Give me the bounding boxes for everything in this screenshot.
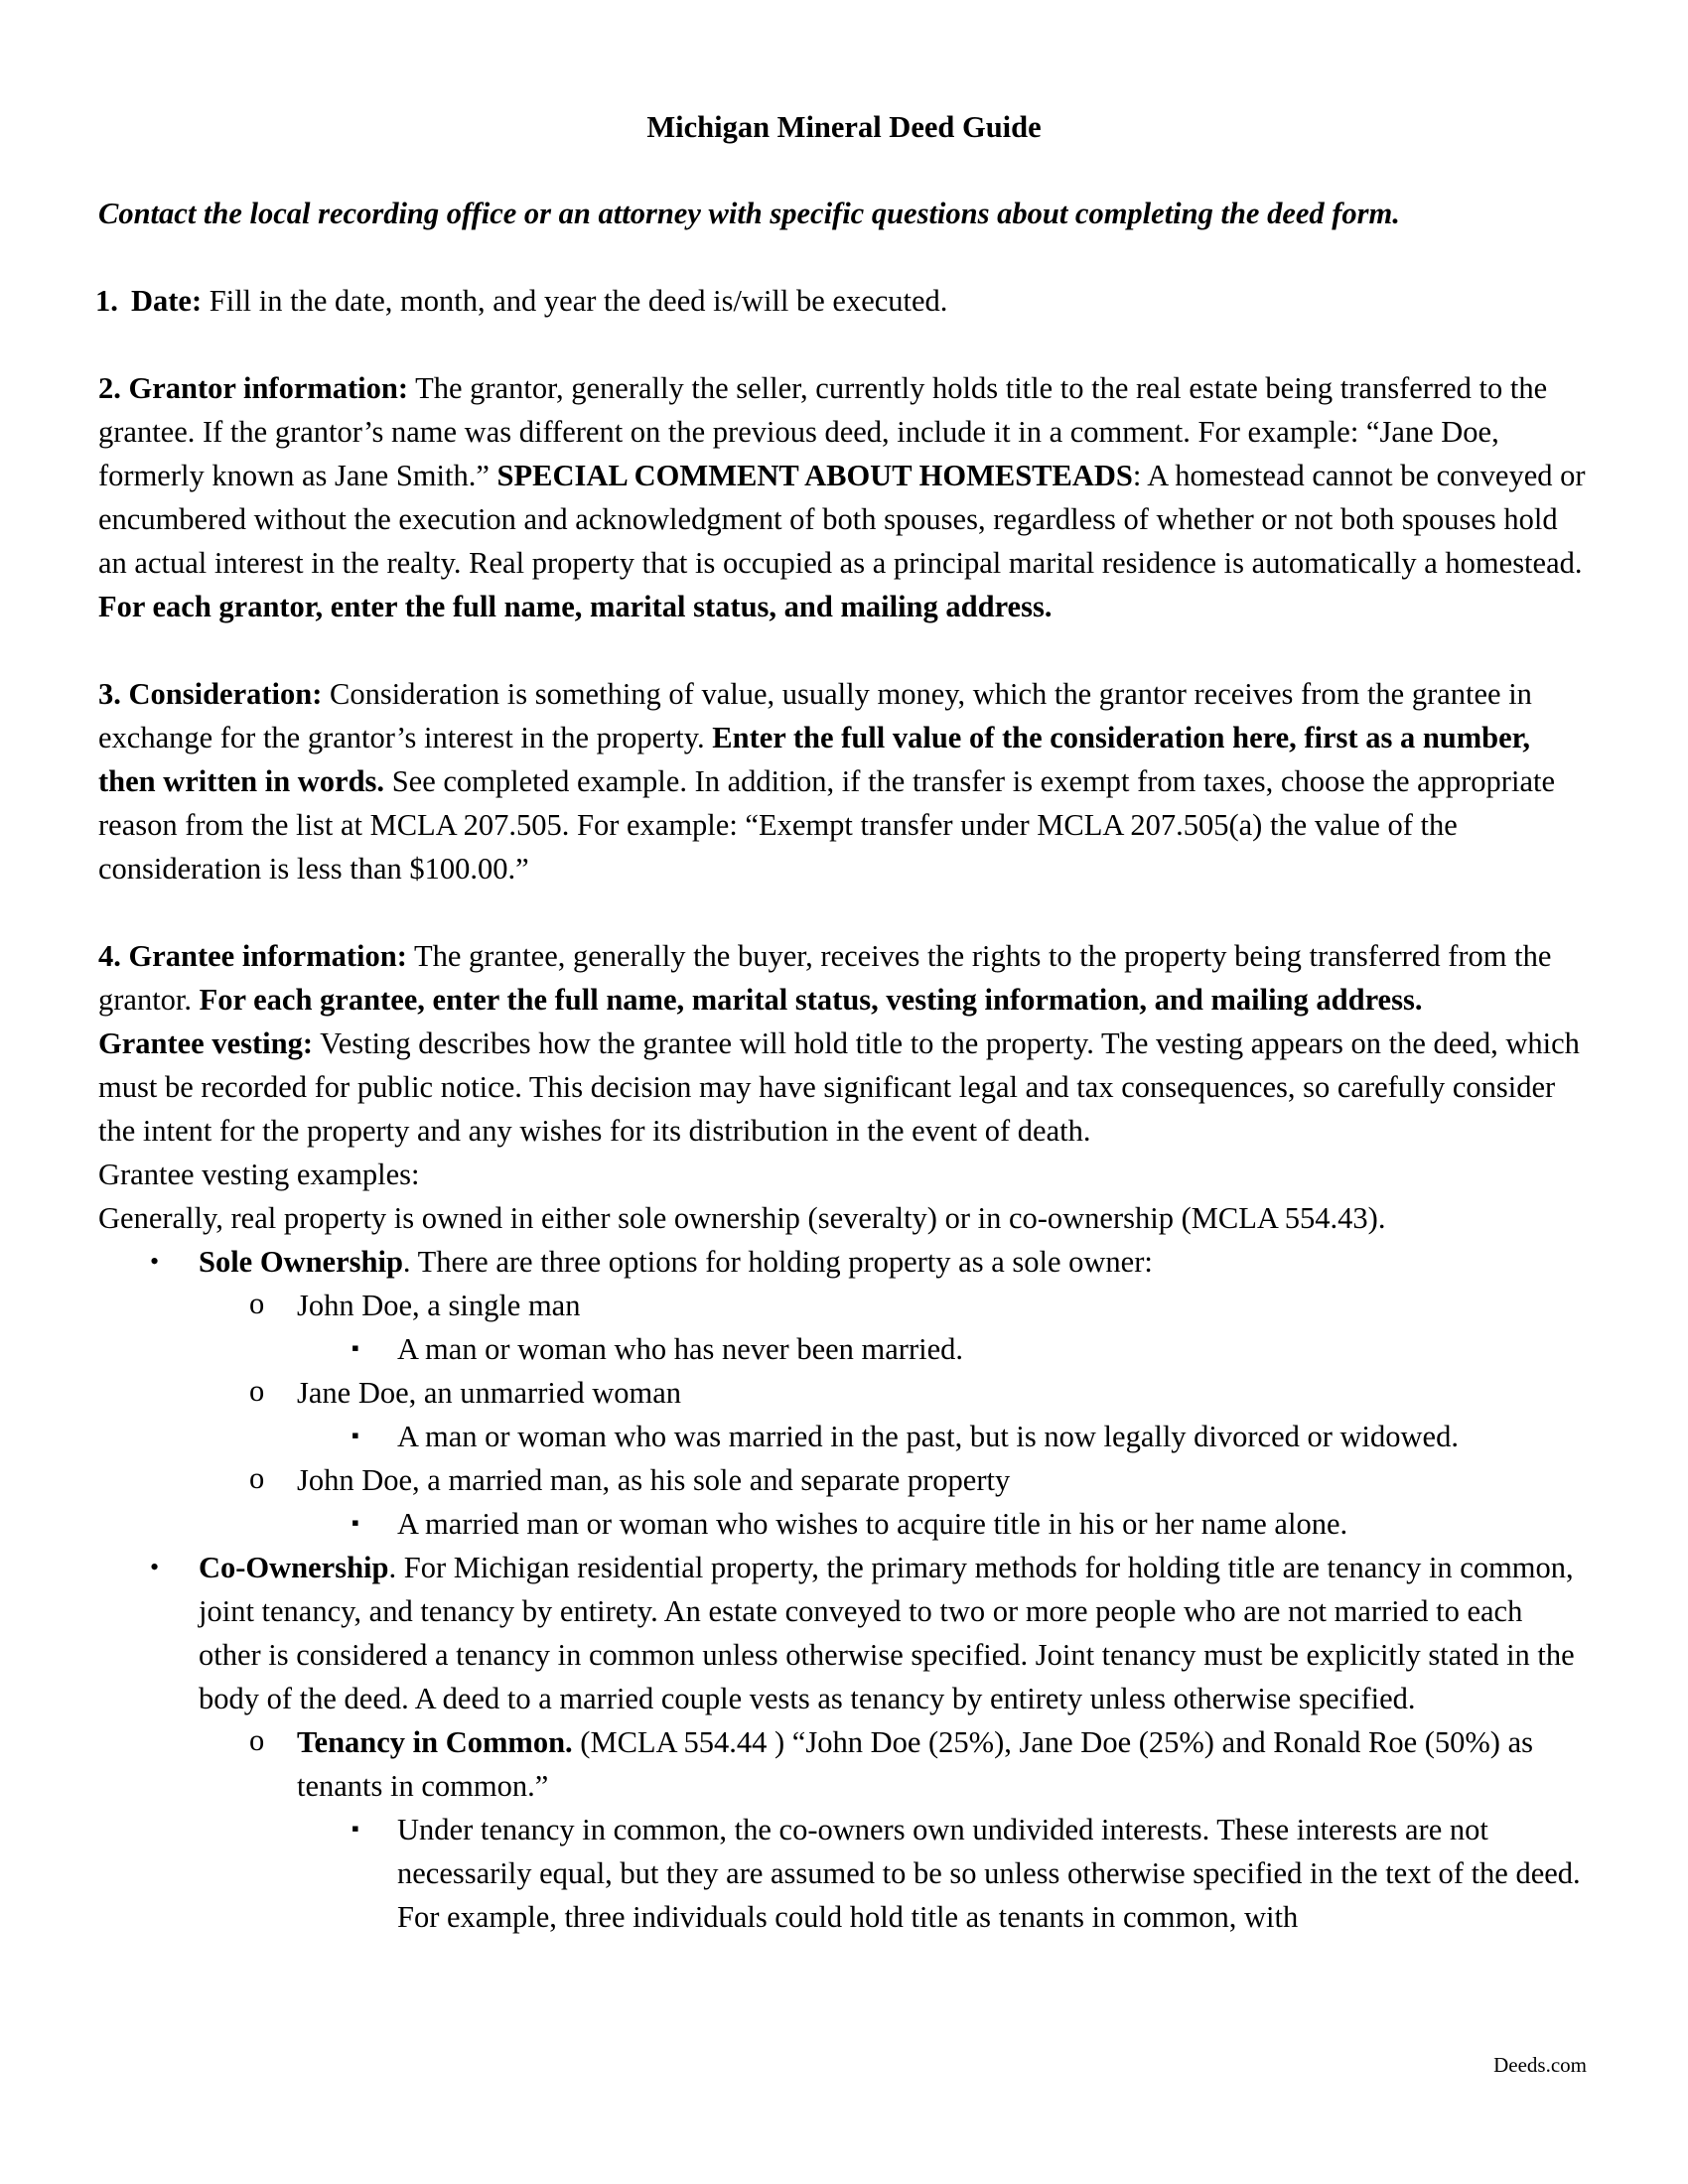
grantee-vesting-text: Vesting describes how the grantee will hold title to the property. The vesting appears on the deed, which must be recorded for public notice. This decision may have significant legal and tax consequences, so carefully consider the intent for the property and any wishes for its distribution in the event of death.: [98, 1026, 1580, 1148]
sole-option-desc: A married man or woman who wishes to acquire title in his or her name alone.: [397, 1507, 1348, 1541]
list-item: [98, 1415, 1590, 1458]
section-grantor-label: 2. Grantor information:: [98, 371, 409, 405]
homestead-comment-label: SPECIAL COMMENT ABOUT HOMESTEADS: [496, 459, 1133, 492]
list-item: [98, 1240, 1590, 1284]
section-date-number: 1.: [95, 284, 118, 318]
grantee-instruction: For each grantee, enter the full name, marital status, vesting information, and mailing address.: [199, 983, 1423, 1017]
section-grantor-text: The grantor, generally the seller, currently holds title to the real estate being transferred to the grantee. If the grantor’s name was different on the previous deed, include it in a comment. For example: “Jane Doe, formerly known as Jane Smith.”: [98, 371, 1548, 492]
section-consideration: [98, 672, 1590, 890]
section-date: [95, 279, 1590, 323]
list-item: [98, 1720, 1590, 1808]
circle-marker: o: [249, 1723, 265, 1757]
list-item: [98, 1458, 1590, 1502]
sole-ownership-text: . There are three options for holding property as a sole owner:: [402, 1245, 1153, 1279]
section-grantee: [98, 934, 1590, 1022]
page-title: Michigan Mineral Deed Guide: [646, 110, 1042, 144]
tenancy-in-common-text: (MCLA 554.44 ) “John Doe (25%), Jane Doe (25%) and Ronald Roe (50%) as tenants in common.”: [297, 1725, 1533, 1803]
section-date-label: Date:: [131, 284, 203, 318]
vesting-examples-heading: Grantee vesting examples:: [98, 1158, 420, 1191]
circle-marker: o: [249, 1374, 265, 1408]
circle-marker: o: [249, 1461, 265, 1495]
list-item: [98, 1546, 1590, 1720]
sole-ownership-label: Sole Ownership: [199, 1245, 403, 1279]
sole-option-title: John Doe, a single man: [297, 1289, 581, 1322]
section-grantee-text: The grantee, generally the buyer, receives the rights to the property being transferred from the grantor.: [98, 939, 1552, 1017]
tenancy-in-common-label: Tenancy in Common.: [297, 1725, 573, 1759]
grantor-instruction: For each grantor, enter the full name, marital status, and mailing address.: [98, 590, 1053, 623]
document-body: [95, 105, 1590, 1939]
square-marker: ▪: [352, 1423, 359, 1447]
square-marker: ▪: [352, 1335, 359, 1360]
homestead-comment-text: : A homestead cannot be conveyed or encumbered without the execution and acknowledgment of both spouses, regardless of whether or not both spouses hold an actual interest in the realty. Real property that is occupied as a principal marital residence is automatically a homestead.: [98, 459, 1586, 580]
bullet-marker: •: [150, 1553, 160, 1581]
section-consideration-label: 3. Consideration:: [98, 677, 323, 711]
sole-option-title: John Doe, a married man, as his sole and separate property: [297, 1463, 1011, 1497]
square-marker: ▪: [352, 1816, 359, 1841]
circle-marker: o: [249, 1287, 265, 1320]
bullet-marker: •: [150, 1247, 160, 1276]
consideration-instruction: Enter the full value of the consideration here, first as a number, then written in words.: [98, 721, 1531, 798]
list-item: [98, 1327, 1590, 1371]
co-ownership-label: Co-Ownership: [199, 1551, 389, 1584]
square-marker: ▪: [352, 1510, 359, 1535]
grantee-vesting: [98, 1022, 1590, 1153]
ownership-overview: Generally, real property is owned in either sole ownership (severalty) or in co-ownership (MCLA 554.43).: [98, 1201, 1386, 1235]
grantee-vesting-label: Grantee vesting:: [98, 1026, 313, 1060]
section-date-text: Fill in the date, month, and year the deed is/will be executed.: [202, 284, 948, 318]
list-item: [98, 1371, 1590, 1415]
intro-note: Contact the local recording office or an attorney with specific questions about completing the deed form.: [98, 197, 1400, 230]
ownership-list: [98, 1240, 1590, 1939]
footer-brand: Deeds.com: [1493, 2053, 1587, 2077]
section-consideration-text: Consideration is something of value, usually money, which the grantor receives from the grantee in exchange for the grantor’s interest in the property.: [98, 677, 1532, 754]
section-grantee-label: 4. Grantee information:: [98, 939, 407, 973]
sole-option-title: Jane Doe, an unmarried woman: [297, 1376, 682, 1410]
sole-option-desc: A man or woman who has never been married.: [397, 1332, 963, 1366]
tenancy-in-common-desc: Under tenancy in common, the co-owners own undivided interests. These interests are not necessarily equal, but they are assumed to be so unless otherwise specified in the text of the deed. For example, three individuals could hold title as tenants in common, with: [397, 1813, 1581, 1934]
section-consideration-text-2: See completed example. In addition, if the transfer is exempt from taxes, choose the appropriate reason from the list at MCLA 207.505. For example: “Exempt transfer under MCLA 207.505(a) the value of the consideration is less than $100.00.”: [98, 764, 1555, 886]
section-grantor: [98, 366, 1590, 628]
sole-option-desc: A man or woman who was married in the past, but is now legally divorced or widowed.: [397, 1420, 1459, 1453]
list-item: [98, 1284, 1590, 1327]
list-item: [98, 1502, 1590, 1546]
co-ownership-text: . For Michigan residential property, the primary methods for holding title are tenancy in common, joint tenancy, and tenancy by entirety. An estate conveyed to two or more people who are not married to each other is considered a tenancy in common unless otherwise specified. Joint tenancy must be explicitly stated in the body of the deed. A deed to a married couple vests as tenancy by entirety unless otherwise specified.: [199, 1551, 1575, 1715]
list-item: [98, 1808, 1590, 1939]
